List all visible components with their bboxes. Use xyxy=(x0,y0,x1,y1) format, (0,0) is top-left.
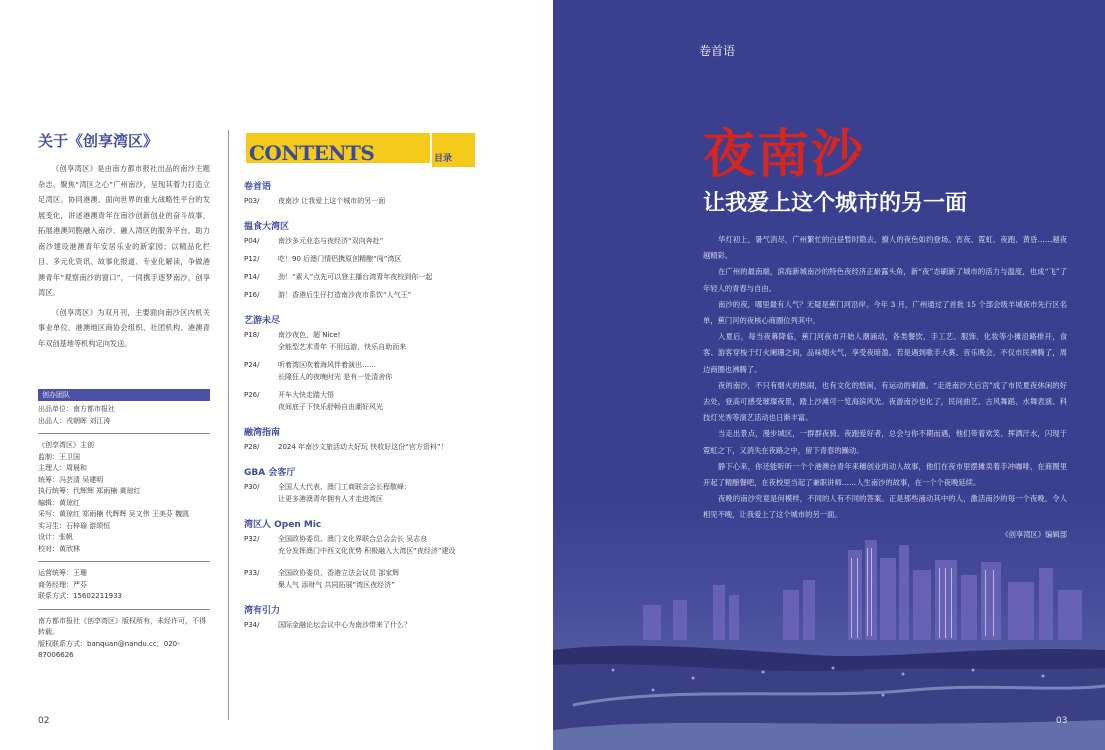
team-line: 监制：王卫国 xyxy=(38,452,80,461)
toc-text: 全国政协委员、澳门文化界联合总会会长 吴志良 xyxy=(278,535,428,543)
toc-section xyxy=(244,425,534,453)
toc-section-title: 艺游未尽 xyxy=(244,316,281,326)
toc-entry[interactable] xyxy=(244,567,534,591)
toc-entry[interactable] xyxy=(244,481,534,505)
team-line: 出品单位：南方都市报社 xyxy=(38,405,115,413)
contents-heading-cn: 目录 xyxy=(434,154,453,164)
body-paragraph: 在广州的最南端，滨海新城南沙的特色夜经济正崭露头角，新“夜”态刷新了城市的活力与温度，也成“飞”了年轻人的青春与自由。 xyxy=(703,267,1067,293)
body-paragraph: 当走出景点，漫步城区，一群群夜骑、夜跑爱好者，总会与你不期而遇，他们带着欢笑、挥洒汗水，闪现于霓虹之下，又消失在夜路之中，留下青春的躁动。 xyxy=(703,429,1067,455)
team-line: 《创享湾区》主创 xyxy=(38,441,94,449)
right-page xyxy=(553,0,1105,750)
toc-entry[interactable] xyxy=(244,533,534,557)
toc-section-title: 卷首语 xyxy=(244,182,272,192)
divider xyxy=(38,609,210,610)
team-header: 创办团队 xyxy=(38,389,210,401)
ops-line: 商务经理：严芬 xyxy=(38,580,87,589)
ops-block xyxy=(38,568,210,603)
feature-subtitle: 让我爱上这个城市的另一面 xyxy=(703,191,968,216)
page-number: 03 xyxy=(1056,716,1068,726)
toc-text: 2024 年南沙文旅活动大好玩 快收好这份“官方资料”！ xyxy=(278,443,448,451)
page-number: 02 xyxy=(38,716,50,726)
toc-entry[interactable] xyxy=(244,289,534,301)
toc-text: 全能型艺术青年 不用远游，快乐自助而来 xyxy=(278,343,407,351)
toc-entry[interactable] xyxy=(244,195,534,207)
divider xyxy=(38,433,210,434)
contents-column xyxy=(244,131,534,637)
toc-text: 劲！“素人”点先可以登主播台湾青年夜校到你一起 xyxy=(278,273,433,281)
toc-text: 长隆狂人的夜晚时光 是有一处清舍你 xyxy=(278,373,393,381)
toc-text: 全国政协委员、香港立法会议员 邵家辉 xyxy=(278,569,400,577)
team-line: 出品人：戎朝晖 刘江涛 xyxy=(38,416,111,425)
contents-heading: CONTENTS xyxy=(249,141,375,165)
ops-line: 运营统筹：王珊 xyxy=(38,569,87,577)
toc-entry[interactable] xyxy=(244,235,534,247)
toc-section-title: GBA 会客厅 xyxy=(244,468,296,478)
team-block-a xyxy=(38,404,210,427)
body-paragraph: 入夏后，每当夜幕降临，蕉门河夜市开始人潮涌动，各类餐饮、手工艺、服饰、化妆等小摊沿路排开，食客、游客穿梭于灯火阑珊之间，品味烟火气，享受夜暗盈。若是遇到歌手大赛、音乐晚会，不仅市民沸腾了，周边商圈也沸腾了。 xyxy=(703,332,1067,374)
toc-page: P14/ xyxy=(244,273,260,281)
team-line: 统筹：冯芸清 吴建明 xyxy=(38,475,104,484)
toc-entry[interactable] xyxy=(244,619,534,631)
toc-text: 充分发挥澳门中西文化优势 积极融入大湾区“夜经济”建设 xyxy=(278,547,456,555)
toc-page: P16/ xyxy=(244,291,260,299)
ops-line: 联系方式：15602211933 xyxy=(38,592,122,600)
team-block-b xyxy=(38,440,210,555)
toc-text: 听着湾区吹着海风伴着演出…… xyxy=(278,361,376,369)
toc-text: 夜南沙 让我爱上这个城市的另一面 xyxy=(278,197,386,205)
body-paragraph: 夜的南沙，不只有烟火的热闹，也有文化的悠闲，有运动的刺激。“走进南沙天后宫”成了市民夏夜休闲的好去处，登高可感受璀璨夜景，踏上沙滩可一览海滨风光。夜游南沙也化了，民间曲艺、古风舞蹈、水舞表演、科技灯光秀等演艺活动也日渐丰富。 xyxy=(703,380,1067,423)
team-line: 校对：黄欣林 xyxy=(38,544,80,553)
toc-page: P28/ xyxy=(244,443,260,451)
toc-entry[interactable] xyxy=(244,253,534,265)
toc-section xyxy=(244,219,534,301)
toc-entry[interactable] xyxy=(244,329,534,353)
copyright-line: 南方都市报社《创享湾区》版权所有，未经许可，不得转载。 xyxy=(38,616,206,636)
toc-page: P34/ xyxy=(244,621,260,629)
toc-page: P32/ xyxy=(244,535,260,543)
toc-page: P26/ xyxy=(244,391,260,399)
toc-page: P12/ xyxy=(244,255,260,263)
toc-page: P30/ xyxy=(244,483,260,491)
toc-text: 南沙夜色，超 Nice! xyxy=(278,331,341,339)
copyright-block xyxy=(38,616,210,662)
toc-section xyxy=(244,313,534,413)
team-line: 实习生：石梓瑜 游颂恒 xyxy=(38,521,111,530)
toc-section-title: 湾有引力 xyxy=(244,606,281,616)
team-line: 编辑：黄琼红 xyxy=(38,498,80,507)
toc-page: P24/ xyxy=(244,361,260,369)
toc-section-title: 融湾指南 xyxy=(244,428,281,438)
about-paragraph: 《创享湾区》为双月刊，主要面向南沙区内机关事业单位、港澳地区商协会组织、社团机构、港澳青年双创基地等机构定向发送。 xyxy=(38,307,210,348)
team-line: 主理人：周晨和 xyxy=(38,464,87,472)
toc-text: 国际金融论坛会议中心为南沙带来了什么？ xyxy=(278,621,411,629)
toc-entry[interactable] xyxy=(244,441,534,453)
toc-text: 游！香港后生仔打造南沙夜市系饮“人气王” xyxy=(278,291,412,299)
toc-entry[interactable] xyxy=(244,271,534,283)
team-line: 设计：张帆 xyxy=(38,533,73,541)
toc-page: P04/ xyxy=(244,237,260,245)
team-line: 执行统筹：代辉辉 郑雨楠 黄琼红 xyxy=(38,487,141,495)
toc-page: P33/ xyxy=(244,569,260,577)
body-paragraph: 夜晚的南沙究竟是何模样，不同的人有不同的答案。正是那些涌动其中的人，激活南沙的每一个夜晚，令人相见不晚，让我爱上了这个城市的另一面。 xyxy=(703,494,1067,520)
about-column xyxy=(38,130,210,662)
body-paragraph: 南沙的夜，哪里最有人气？无疑是蕉门河沿岸。今年 3 月，广州通过了首批 15 个部会级羊城夜市先行区名单，蕉门河的夜核心商圈位列其中。 xyxy=(703,299,1067,326)
toc-text: 开车大快走踏大悟 xyxy=(278,391,334,399)
contents-header xyxy=(244,131,534,167)
toc-text: 南沙多元业态与夜经济“双向奔赴” xyxy=(278,237,384,245)
toc-text: 让更多港澳青年拥有人才走进湾区 xyxy=(278,495,383,503)
toc-entry[interactable] xyxy=(244,359,534,383)
toc-text: 全国人大代表、澳门工商联会会长程敬峰： xyxy=(278,483,411,491)
toc-section-title: 揾食大湾区 xyxy=(244,222,290,232)
body-paragraph: 静下心来，你还能听听一个个港澳台青年来穗创业的动人故事，他们在夜市里摆摊卖着手冲咖啡，在商圈里开起了精酿餐吧，在夜校里当起了兼职讲师……人生南沙的故事，在一个个夜晚延续。 xyxy=(703,461,1067,488)
about-paragraph: 《创享湾区》是由南方都市报社出品的南沙主题杂志，聚焦“湾区之心”广州南沙，呈现其着力打造立足湾区、协同港澳、面向世界的重大战略性平台的发展变化，讲述港澳青年在南沙创新创业的奋斗故事，拓展港澳同胞融入南沙、融入湾区的服务平台，助力南沙建设港澳青年安居乐业的新家园；以精品化栏目、多元化资讯、故事化报道、专业化解读，争做港澳青年“观察南沙的窗口”，一同携手逐梦南沙，创享湾区。 xyxy=(38,164,210,297)
toc-text: 聚人气 添财气 共同拓展“湾区夜经济” xyxy=(278,581,395,589)
signature: 《创享湾区》编辑部 xyxy=(1001,529,1067,539)
toc-section-title: 湾区人 Open Mic xyxy=(244,520,322,530)
toc-text: 夜间底子下快乐舒畅自由潮好风光 xyxy=(278,403,383,411)
toc-section xyxy=(244,517,534,591)
kicker: 卷首语 xyxy=(699,44,736,58)
divider xyxy=(38,561,210,562)
about-title: 关于《创享湾区》 xyxy=(38,132,159,150)
editorial-body xyxy=(703,232,1067,540)
toc-section xyxy=(244,465,534,505)
toc-entry[interactable] xyxy=(244,389,534,413)
team-line: 采写：黄琼红 郑雨楠 代辉辉 吴文伟 王美芬 魏凯 xyxy=(38,510,190,518)
toc-page: P03/ xyxy=(244,197,260,205)
toc-page: P18/ xyxy=(244,331,260,339)
column-divider xyxy=(228,130,229,720)
toc-text: 吃！90 后澳门情侣携原创精酿“闯”湾区 xyxy=(278,255,402,263)
copyright-line: 版权联系方式：banquan@nandu.cc，020-87006626 xyxy=(38,639,180,659)
toc-section xyxy=(244,179,534,207)
feature-title: 夜南沙 xyxy=(703,124,866,185)
body-paragraph: 华灯初上，暑气消尽，广州繁忙的白昼暂时隐去，撩人的夜色如约登场。宵夜、霓虹、夜跑、黄昏……越夜越精彩。 xyxy=(703,235,1067,261)
toc-section xyxy=(244,603,534,631)
